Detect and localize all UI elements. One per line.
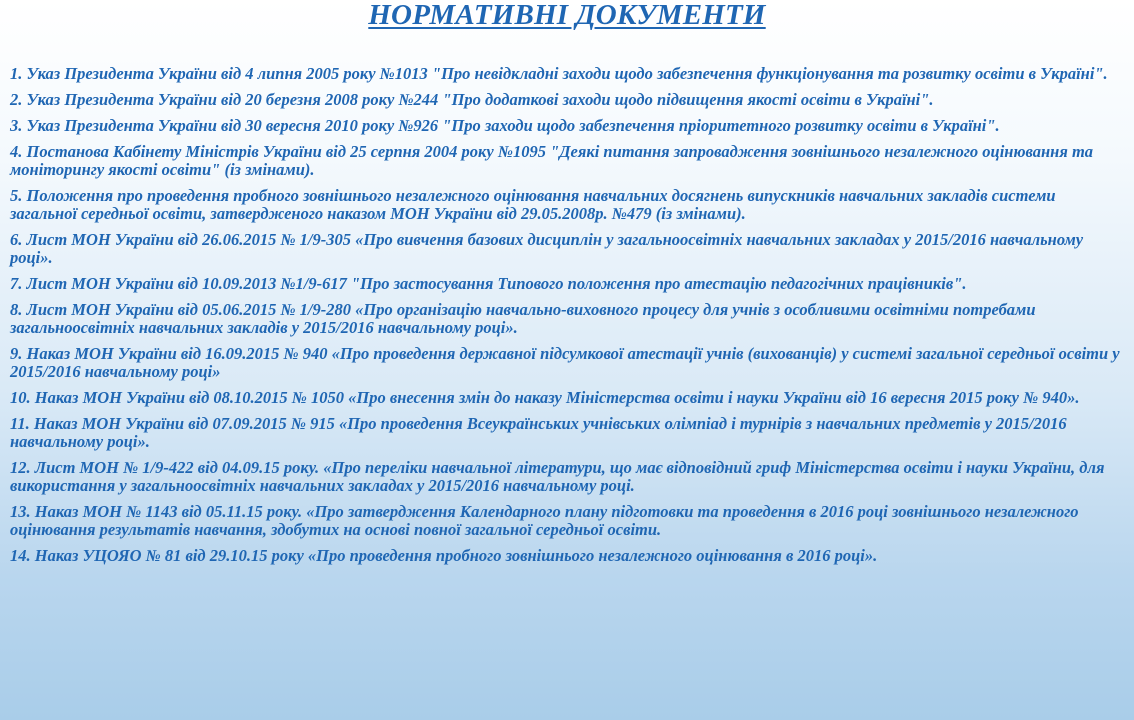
document-item-13: 13. Наказ МОН № 1143 від 05.11.15 року. «Про затвердження Календарного плану підготовки та проведення в 2016 році зовнішнього незалежного оцінювання результатів навчання, здобутих на основі повної загальної середньої освіти.	[10, 502, 1079, 539]
document-item-4: 4. Постанова Кабінету Міністрів України від 25 серпня 2004 року №1095 "Деякі питання запровадження зовнішнього незалежного оцінювання та моніторингу якості освіти" (із змінами).	[10, 142, 1094, 179]
document-item-3: 3. Указ Президента України від 30 вересня 2010 року №926 "Про заходи щодо забезпечення пріоритетного розвитку освіти в Україні".	[10, 116, 1000, 135]
document-item-14: 14. Наказ УЦОЯО № 81 від 29.10.15 року «Про проведення пробного зовнішнього незалежного оцінювання в 2016 році».	[10, 546, 878, 565]
documents-list	[10, 65, 1122, 573]
document-item-12: 12. Лист МОН № 1/9-422 від 04.09.15 року. «Про переліки навчальної літератури, що має відповідний гриф Міністерства освіти і науки України, для використання у загальноосвітніх навчальних закладах у 2015/2016 навчальному році.	[10, 458, 1105, 495]
document-item-10: 10. Наказ МОН України від 08.10.2015 № 1050 «Про внесення змін до наказу Міністерства освіти і науки України від 16 вересня 2015 року № 940».	[10, 388, 1080, 407]
document-item-8: 8. Лист МОН України від 05.06.2015 № 1/9-280 «Про організацію навчально-виховного процесу для учнів з особливими освітніми потребами загальноосвітніх навчальних закладів у 2015/2016 навчальному році».	[10, 300, 1036, 337]
document-item-7: 7. Лист МОН України від 10.09.2013 №1/9-617 "Про застосування Типового положення про атестацію педагогічних працівників".	[10, 274, 967, 293]
document-item-6: 6. Лист МОН України від 26.06.2015 № 1/9-305 «Про вивчення базових дисциплін у загальноосвітніх навчальних закладах у 2015/2016 навчальному році».	[10, 230, 1084, 267]
slide-title: НОРМАТИВНІ ДОКУМЕНТИ	[368, 0, 766, 31]
document-item-2: 2. Указ Президента України від 20 березня 2008 року №244 "Про додаткові заходи щодо підвищення якості освіти в Україні".	[10, 90, 934, 109]
document-item-5: 5. Положення про проведення пробного зовнішнього незалежного оцінювання навчальних досягнень випускників навчальних закладів системи загальної середньої освіти, затвердженого наказом МОН України від 29.05.2008р. №479 (із змінами).	[10, 186, 1056, 223]
document-item-11: 11. Наказ МОН України від 07.09.2015 № 915 «Про проведення Всеукраїнських учнівських олімпіад і турнірів з навчальних предметів у 2015/2016 навчальному році».	[10, 414, 1067, 451]
document-item-1: 1. Указ Президента України від 4 липня 2005 року №1013 "Про невідкладні заходи щодо забезпечення функціонування та розвитку освіти в Україні".	[10, 64, 1108, 83]
document-item-9: 9. Наказ МОН України від 16.09.2015 № 940 «Про проведення державної підсумкової атестації учнів (вихованців) у системі загальної середньої освіти у 2015/2016 навчальному році»	[10, 344, 1120, 381]
